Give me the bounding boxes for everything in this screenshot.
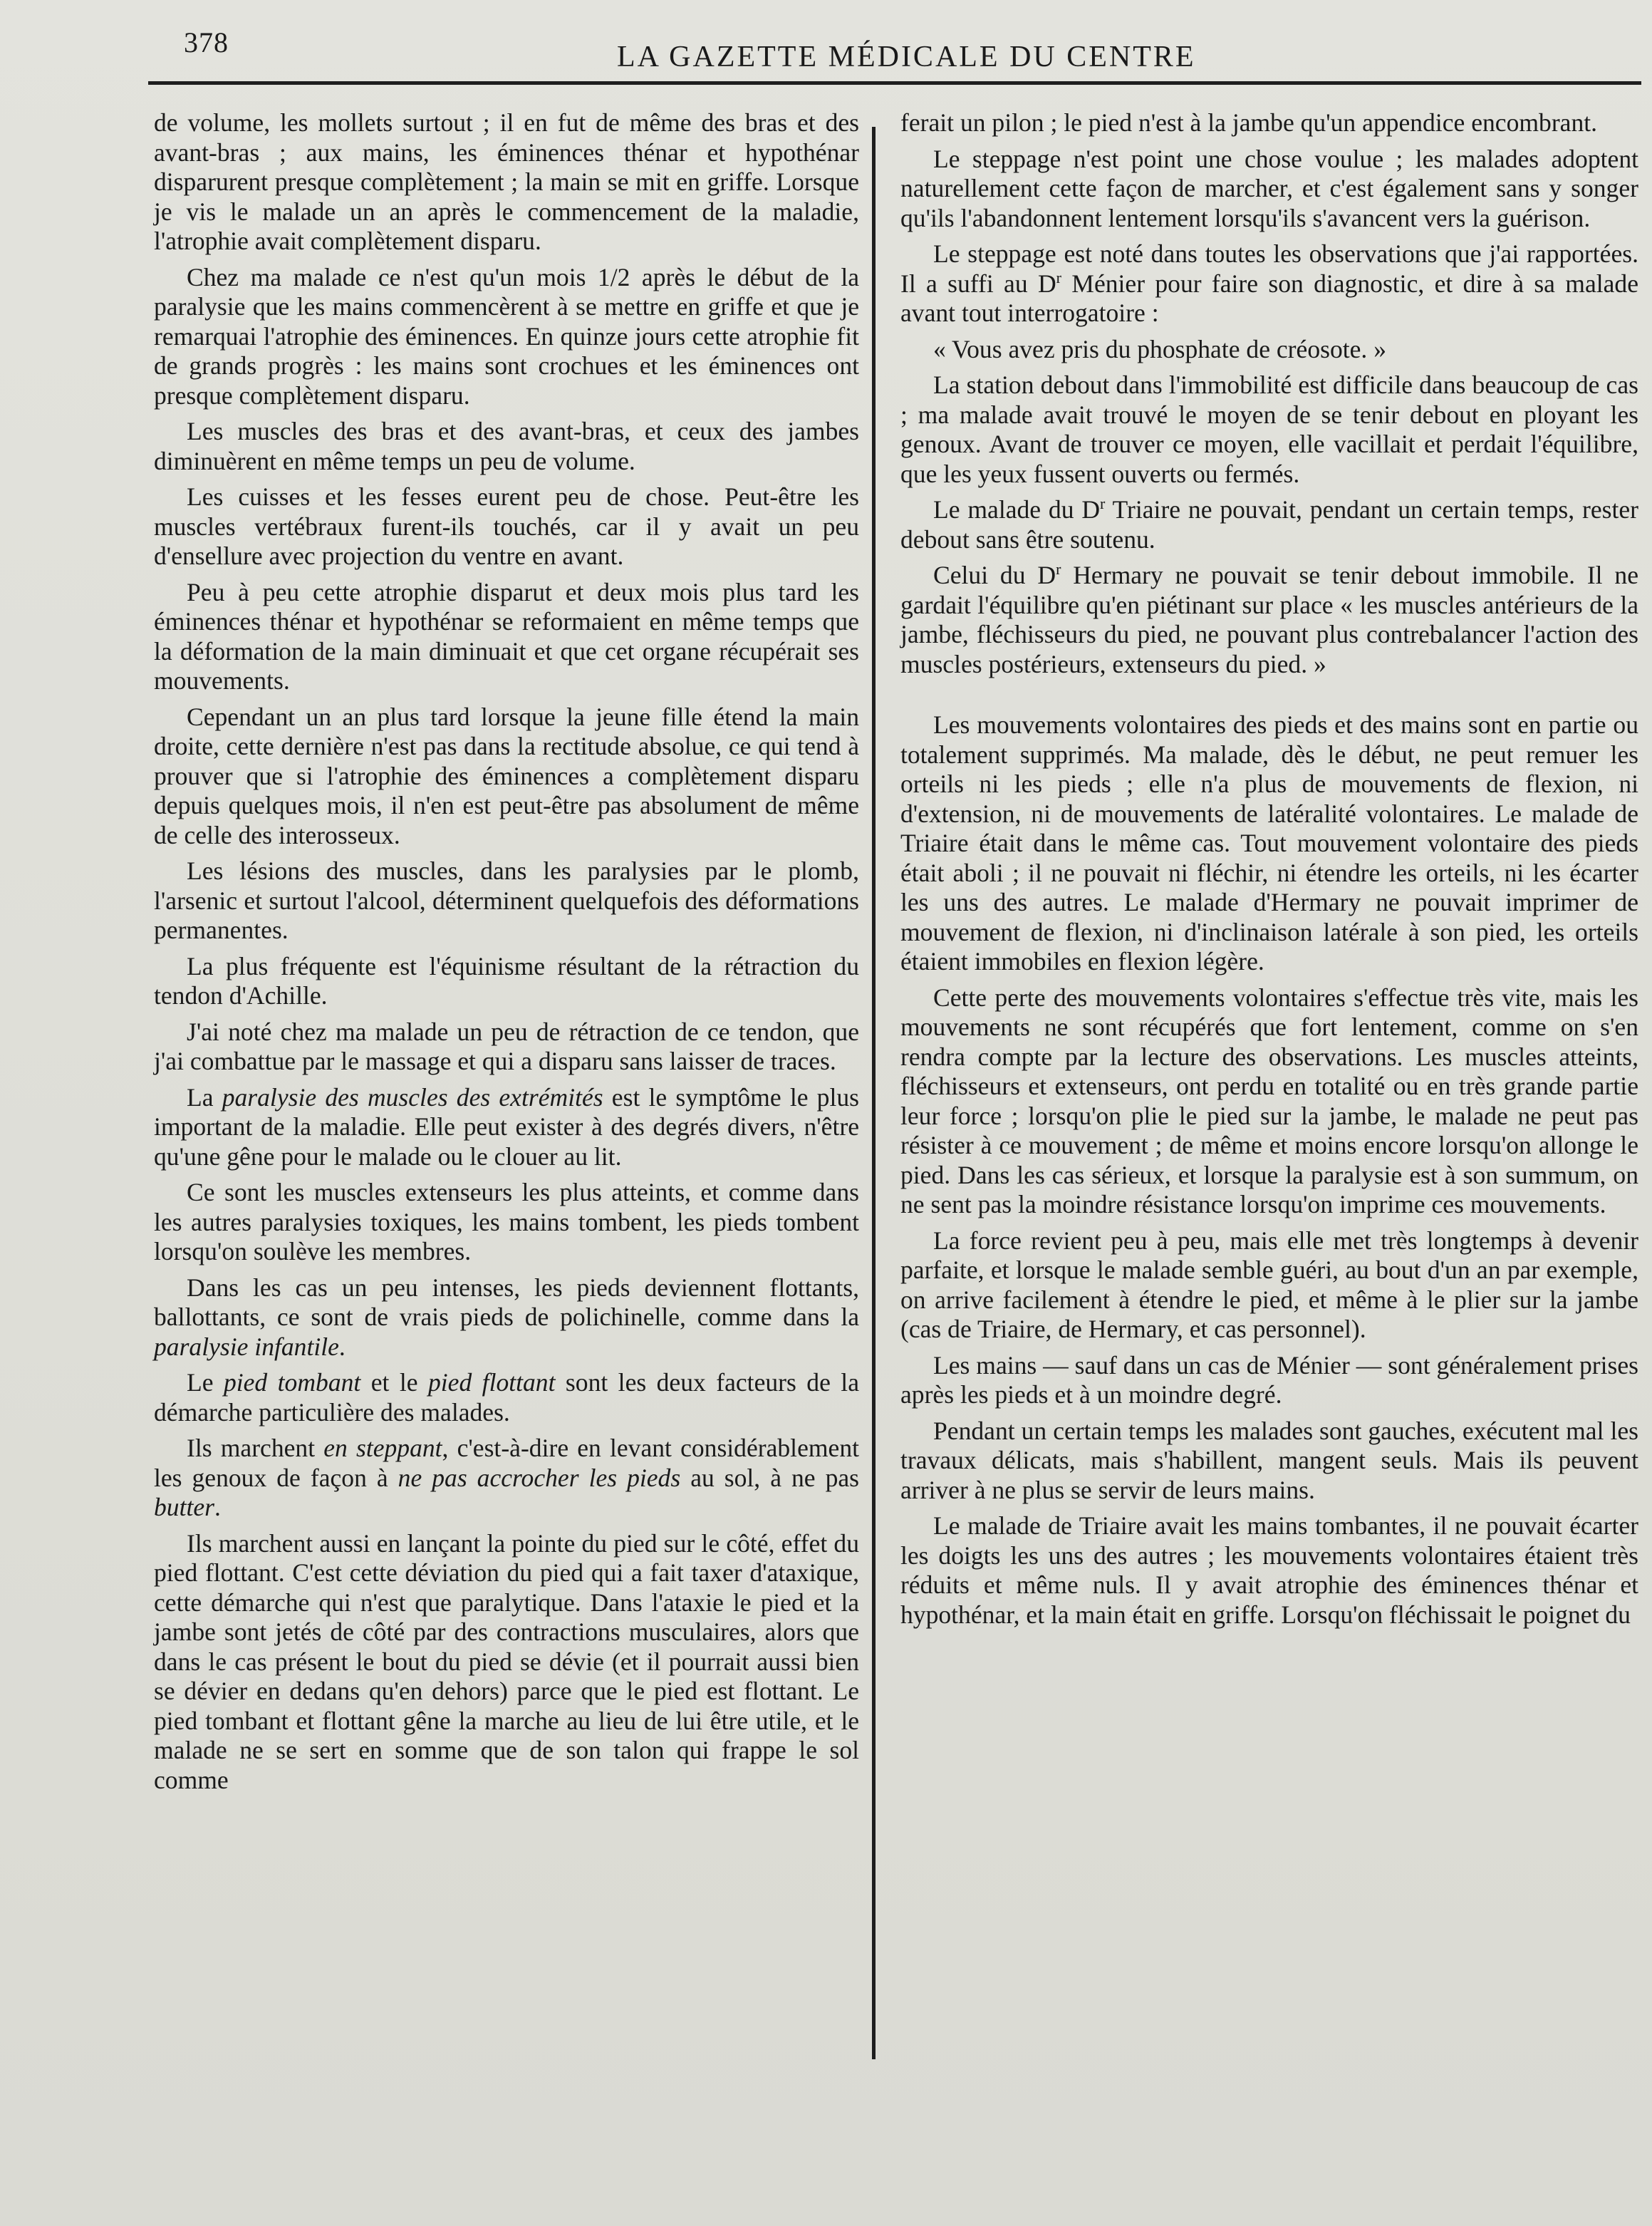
paragraph: J'ai noté chez ma malade un peu de rétraction de ce tendon, que j'ai combattue par le massage et qui a disparu sans laisser de traces. [154, 1017, 859, 1075]
paragraph: Les cuisses et les fesses eurent peu de chose. Peut-être les muscles vertébraux furent-ils touchés, car il y avait un peu d'ensellure avec projection du ventre en avant. [154, 482, 859, 570]
paragraph: de volume, les mollets surtout ; il en fut de même des bras et des avant-bras ; aux mains, les éminences thénar et hypothénar disparurent presque complètement ; la main se mit en griffe. Lorsque je vis le malade un an après le commencement de la maladie, l'atrophie avait complètement disparu. [154, 108, 859, 255]
paragraph: La station debout dans l'immobilité est difficile dans beaucoup de cas ; ma malade avait trouvé le moyen de se tenir debout en ployant les genoux. Avant de trouver ce moyen, elle vacillait et perdait l'équilibre, que les yeux fussent ouverts ou fermés. [900, 371, 1638, 488]
column-divider [872, 127, 876, 2059]
paragraph [154, 1434, 859, 1523]
italic-term: paralysie des muscles des extrémités [222, 1082, 603, 1112]
superscript: r [1056, 560, 1061, 579]
left-column [154, 108, 859, 1801]
text-run: Ils marchent [187, 1434, 324, 1462]
paragraph: Chez ma malade ce n'est qu'un mois 1/2 après le début de la paralysie que les mains commencèrent à se mettre en griffe et que je remarquai l'atrophie des éminences. En quinze jours cette atrophie fit de grands progrès : les mains sont crochues et les éminences ont presque complètement disparu. [154, 262, 859, 410]
paragraph: Les lésions des muscles, dans les paralysies par le plomb, l'arsenic et surtout l'alcool, déterminent quelquefois des déformations permanentes. [154, 856, 859, 944]
text-run: au sol, à ne pas [680, 1463, 860, 1492]
italic-term: butter [154, 1493, 214, 1521]
italic-term: pied tombant [223, 1368, 361, 1397]
running-title: LA GAZETTE MÉDICALE DU CENTRE [617, 41, 1196, 73]
paragraph [154, 1273, 859, 1362]
paragraph: La force revient peu à peu, mais elle met très longtemps à devenir parfaite, et lorsque le malade semble guéri, au bout d'un an par exemple, on arrive facilement à étendre le pied, et même à le plier sur la jambe (cas de Triaire, de Hermary, et cas personnel). [900, 1226, 1638, 1343]
paragraph [154, 1368, 859, 1427]
text-run: Hermary ne pouvait se tenir debout immobile. Il ne gardait l'équilibre qu'en piétinant sur place « les muscles antérieurs de la jambe, fléchisseurs du pied, ne pouvant plus contrebalancer l'action des muscles postérieurs, extenseurs du pied. » [900, 561, 1638, 678]
paragraph: Pendant un certain temps les malades sont gauches, exécutent mal les travaux délicats, mais s'habillent, mangent seuls. Mais ils peuvent arriver à ne plus se servir de leurs mains. [900, 1416, 1638, 1504]
quotation: « Vous avez pris du phosphate de créosote. » [933, 334, 1386, 363]
text-run: . [338, 1332, 346, 1361]
paragraph: Les mouvements volontaires des pieds et des mains sont en partie ou totalement supprimés. Ma malade, dès le début, ne peut remuer les orteils ni les pieds ; elle n'a plus de mouvements de flexion, ni d'extension, ni de mouvements de latéralité volontaires. Le malade de Triaire était dans le même cas. Tout mouvement volontaire des pieds était aboli ; il ne pouvait ni fléchir, ni étendre les orteils, ni les écarter les uns des autres. Le malade d'Hermary ne pouvait imprimer de mouvement de flexion, ni d'inclinaison latérale à son pied, les orteils étaient immobiles en flexion légère. [900, 710, 1638, 975]
text-run: . [214, 1493, 221, 1521]
right-column [900, 108, 1638, 1636]
paragraph [900, 239, 1638, 328]
text-run: Celui du D [933, 561, 1056, 589]
paragraph: ferait un pilon ; le pied n'est à la jambe qu'un appendice encombrant. [900, 108, 1598, 137]
paragraph: Peu à peu cette atrophie disparut et deux mois plus tard les éminences thénar et hypothénar se reformaient en même temps que la déformation de la main diminuait et que cet organe récupérait ses mouvements. [154, 577, 859, 695]
page-number: 378 [184, 26, 229, 58]
text-run: La [187, 1082, 222, 1112]
text-run: Le steppage est noté dans toutes les observations que j'ai rapportées. Il a suffi au D [900, 239, 1638, 298]
text-run: Triaire ne pouvait, pendant un certain temps, rester debout sans être soutenu. [900, 495, 1638, 554]
paragraph: Cette perte des mouvements volontaires s'effectue très vite, mais les mouvements ne sont récupérés que fort lentement, comme on s'en rendra compte par la lecture des observations. Les muscles atteints, fléchisseurs et extenseurs, ont perdu en totalité ou en très grande partie leur force ; lorsqu'on plie le pied sur la jambe, le malade ne peut pas résister à ce mouvement ; de même et moins encore lorsqu'on allonge le pied. Dans les cas sérieux, et lorsque la paralysie est à son summum, on ne sent pas la moindre résistance lorsqu'on imprime ces mouvements. [900, 983, 1638, 1218]
text-run: est le symptôme le plus important de la maladie. Elle peut exister à des degrés divers, n'être qu'une gêne pour le malade ou le clouer au lit. [154, 1082, 859, 1171]
paragraph: Le malade de Triaire avait les mains tombantes, il ne pouvait écarter les doigts les uns des autres ; les mouvements volontaires étaient très réduits et même nuls. Il y avait atrophie des éminences thénar et hypothénar, et la main était en griffe. Lorsqu'on fléchissait le poignet du [900, 1511, 1638, 1629]
paragraph: Le steppage n'est point une chose voulue ; les malades adoptent naturellement cette façon de marcher, et c'est également sans y songer qu'ils l'abandonnent lentement lorsqu'ils s'avancent vers la guérison. [900, 144, 1638, 232]
italic-term: en steppant [323, 1434, 442, 1462]
paragraph [900, 495, 1638, 554]
superscript: r [1100, 495, 1106, 513]
text-run: Le [187, 1368, 224, 1397]
paragraph: Ils marchent aussi en lançant la pointe du pied sur le côté, effet du pied flottant. C'est cette déviation du pied qui a fait taxer d'ataxique, cette démarche qui n'est que paralytique. Dans l'ataxie le pied et la jambe sont jetés de côté par des contractions musculaires, alors que dans le cas présent le bout du pied se dévie (et il pourrait aussi bien se dévier en dedans qu'en dehors) parce que le pied est flottant. Le pied tombant et flottant gêne la marche au lieu de lui être utile, et le malade ne se sert en somme que de son talon qui frappe le sol comme [154, 1528, 859, 1794]
paragraph: La plus fréquente est l'équinisme résultant de la rétraction du tendon d'Achille. [154, 951, 859, 1010]
text-run: Le malade du D [933, 495, 1101, 524]
text-run: Dans les cas un peu intenses, les pieds deviennent flottants, ballottants, ce sont de vrais pieds de polichinelle, comme dans la [154, 1273, 859, 1331]
paragraph: Les muscles des bras et des avant-bras, et ceux des jambes diminuèrent en même temps un peu de volume. [154, 417, 859, 475]
paragraph: Les mains — sauf dans un cas de Ménier — sont généralement prises après les pieds et à un moindre degré. [900, 1350, 1638, 1409]
paragraph: Cependant un an plus tard lorsque la jeune fille étend la main droite, cette dernière n'est pas dans la rectitude absolue, ce qui tend à prouver que si l'atrophie des éminences a complètement disparu depuis quelques mois, il n'en est peut-être pas absolument de même de celle des interosseux. [154, 702, 859, 849]
text-run: Ménier pour faire son diagnostic, et dire à sa malade avant tout interrogatoire : [900, 269, 1638, 327]
italic-term: ne pas accrocher les pieds [398, 1463, 681, 1492]
italic-term: paralysie infantile [154, 1332, 339, 1361]
superscript: r [1056, 268, 1061, 286]
text-run: , c'est-à-dire en levant considérablement les genoux de façon à [154, 1434, 859, 1492]
paragraph [900, 561, 1638, 679]
header-rule [148, 81, 1641, 85]
text-run: sont les deux facteurs de la démarche particulière des malades. [154, 1368, 859, 1427]
paragraph: Ce sont les muscles extenseurs les plus atteints, et comme dans les autres paralysies toxiques, les mains tombent, les pieds tombent lorsqu'on soulève les membres. [154, 1178, 859, 1265]
text-run: et le [360, 1368, 428, 1397]
paragraph [154, 1083, 859, 1172]
italic-term: pied flottant [427, 1368, 556, 1397]
